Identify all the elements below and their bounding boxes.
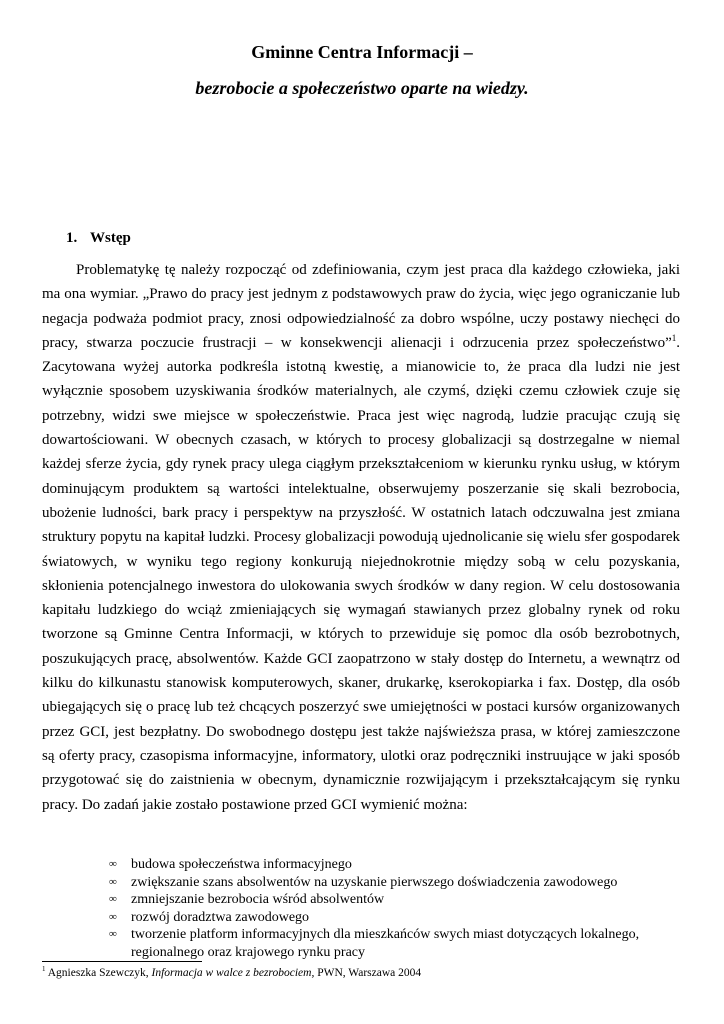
body-paragraph <box>42 258 680 817</box>
section-number: 1. <box>66 230 78 246</box>
footnote-reference[interactable]: 1 <box>671 332 677 343</box>
bullet-icon: ∞ <box>109 875 117 888</box>
list-item-text: rozwój doradztwa zawodowego <box>131 909 310 925</box>
bullet-icon: ∞ <box>109 910 117 923</box>
list-item <box>105 891 665 909</box>
list-item <box>105 926 665 961</box>
list-item-text: zwiększanie szans absolwentów na uzyskanie pierwszego doświadczenia zawodowego <box>131 874 618 890</box>
bullet-icon: ∞ <box>109 858 117 870</box>
document-subtitle: bezrobocie a społeczeństwo oparte na wiedzy. <box>195 78 529 98</box>
section-heading <box>66 230 131 247</box>
bullet-icon: ∞ <box>109 928 117 940</box>
list-item <box>105 909 665 927</box>
footnote-book-title: Informacja w walce z bezrobociem, <box>151 966 315 979</box>
footnote-author: Agnieszka Szewczyk, <box>45 966 152 979</box>
list-item-text: budowa społeczeństwa informacyjnego <box>131 857 352 872</box>
footnote <box>42 965 682 979</box>
list-item <box>105 856 665 874</box>
footnote-divider <box>42 961 202 962</box>
footnote-number: 1 <box>42 965 46 973</box>
footnote-publisher: PWN, Warszawa 2004 <box>314 966 422 979</box>
document-title: Gminne Centra Informacji – <box>251 42 473 62</box>
list-item-text: tworzenie platform informacyjnych dla mieszkańców swych miast dotyczących lokalnego, regionalnego oraz krajowego rynku pracy <box>131 927 640 960</box>
list-item <box>105 874 665 892</box>
body-text-part1: Problematykę tę należy rozpocząć od zdefiniowania, czym jest praca dla każdego człowieka, jaki ma ona wymiar. „Prawo do pracy jest jednym z podstawowych praw do życia, więc jego ograniczanie lub negacja podważa podmiot pracy, znosi odpowiedzialność za dobro wspólne, uczy postawy niechęci do pracy, stwarza poczucie frustracji – w konsekwencji alienacji i odrzucenia przez społeczeństwo” <box>42 262 680 351</box>
body-text-part2: . Zacytowana wyżej autorka podkreśla istotną kwestię, a mianowicie to, że praca dla ludzi nie jest wyłącznie sposobem uzyskiwania środków materialnych, ale czymś, dzięki czemu człowiek czuje się potrzebny, widzi swe miejsce w społeczeństwie. Praca jest więc nagrodą, ludzie pracując czują się dowartościowani. W obecnych czasach, w których to procesy globalizacji są dostrzegalne w niemal każdej sferze życia, gdy rynek pracy ulega ciągłym przekształceniom w kierunku rynku usług, w którym dominującym produktem są wartości intelektualne, obserwujemy poszerzanie się skali bezrobocia, ubożenie ludności, bark pracy i perspektyw na przyszłość. W ostatnich latach odczuwalna jest zmiana struktury popytu na kapitał ludzki. Procesy globalizacji powodują ujednolicanie się wielu sfer gospodarek światowych, w wyniku tego regiony konkurują niejednokrotnie między sobą w celu pozyskania, skłonienia potencjalnego inwestora do ulokowania swych środków w dany region. W celu dostosowania kapitału ludzkiego do wciąż zmieniających się wymagań stawianych przez globalny rynek od roku tworzone są Gminne Centra Informacji, w których to przewiduje się pomoc dla osób bezrobotnych, poszukujących pracę, absolwentów. Każde GCI zaopatrzono w stały dostęp do Internetu, a wewnątrz od kilku do kilkunastu stanowisk komputerowych, skaner, drukarkę, kserokopiarka i fax. Dostęp, dla osób ubiegających się o pracę lub też chcących poszerzyć swe umiejętności w postaci kursów organizowanych przez GCI, jest bezpłatny. Do swobodnego dostępu jest także najświeższa prasa, w której zamieszczone są oferty pracy, czasopisma informacyjne, informatory, ulotki oraz podręczniki instruujące w jaki sposób przygotować się do zaistnienia w obecnym, dynamicznie rozwijającym i przekształcającym się rynku pracy. Do zadań jakie zostało postawione przed GCI wymienić można: <box>42 334 680 813</box>
section-title: Wstęp <box>90 230 131 246</box>
list-item-text: zmniejszanie bezrobocia wśród absolwentów <box>131 892 385 907</box>
task-list <box>105 856 665 961</box>
bullet-icon: ∞ <box>109 893 117 905</box>
